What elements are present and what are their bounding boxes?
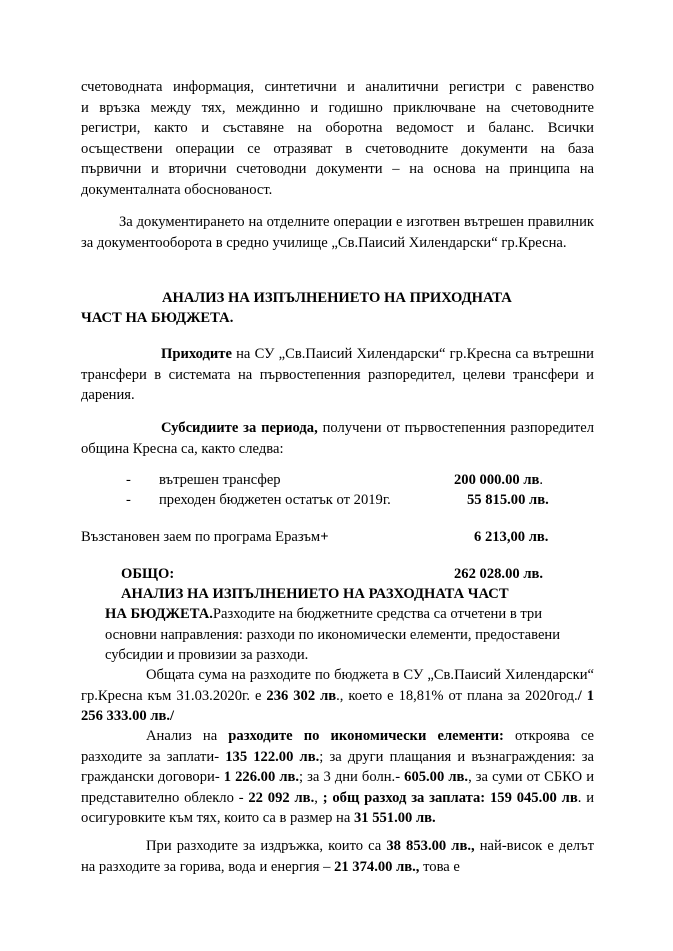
text-line: първични и вторични счетоводни документи – на основа на принципа на (81, 161, 594, 177)
total-amount: 262 028.00 лв. (454, 566, 544, 582)
text-line: осъществени операции се отразяват в счетоводните документи на база (81, 140, 594, 157)
loan-amount: 6 213,00 лв. (474, 529, 549, 545)
revenue-term: Приходите (161, 346, 232, 362)
paragraph-economic-elements: Анализ на разходите по икономически елементи: откроява се разходите за заплати- 135 122.00 лв.; за други плащания и възнаграждения: за граждански договори- 1 226.00 лв.; за 3 дни болн.- 605.00 лв., за суми от СБКО и представително облекло - 22 092 лв., ; общ разход за заплата: 159 045.00 лв. и осигуровките към тях, които са в размер на 31 551.00 лв. (81, 728, 595, 826)
paragraph-documentation: За документирането на отделните операции е изготвен вътрешен правилник за документооборота в средно училище „Св.Паисий Хилендарски“ гр.Кресна. (81, 214, 594, 251)
item-internal-transfer (81, 470, 594, 490)
item-amount: 200 000.00 лв. (454, 472, 544, 488)
heading-revenue-line1: АНАЛИЗ НА ИЗПЪЛНЕНИЕТО НА ПРИХОДНАТА (162, 290, 512, 306)
item-amount: 55 815.00 лв. (467, 492, 549, 508)
paragraph-maintenance: При разходите за издръжка, които са 38 853.00 лв., най-висок е делът на разходите за горива, вода и енергия – 21 374.00 лв., това е (81, 838, 594, 875)
subsidies-term: Субсидиите за периода, (161, 420, 318, 436)
total-row (81, 564, 594, 584)
total-label: ОБЩО: (121, 566, 175, 582)
loan-row (81, 527, 594, 547)
text-line: документалната обоснованост. (81, 181, 273, 198)
heading-expense-line2: НА БЮДЖЕТА. (105, 606, 213, 622)
item-dash: - (126, 492, 131, 508)
paragraph-revenue (81, 344, 594, 406)
paragraph-subsidies (81, 418, 594, 459)
loan-label: Възстановен заем по програма Еразъм+ (81, 529, 329, 545)
item-dash: - (126, 472, 131, 488)
paragraph-total-expenses: Общата сума на разходите по бюджета в СУ „Св.Паисий Хилендарски“ гр.Кресна към 31.03.2020г. е 236 302 лв., което е 18,81% от плана за 2020год./ 1 256 333.00 лв./ (81, 667, 595, 724)
paragraph-accounting (81, 77, 594, 200)
text-line: и връзка между тях, междинно и годишно приключване на счетоводните (81, 99, 594, 116)
item-carryover (81, 490, 594, 510)
item-label: вътрешен трансфер (159, 472, 281, 488)
text-line: счетоводната информация, синтетични и аналитични регистри с равенство (81, 79, 594, 95)
paragraph-expense-intro (105, 604, 594, 666)
revenue-text: на СУ „Св.Паисий Хилендарски“ гр.Кресна са вътрешни трансфери в системата на първостепенния разпоредител, целеви трансфери и дарения. (81, 346, 594, 403)
subsidies-text: получени от първостепенния разпоредител община Кресна са, както следва: (81, 420, 594, 457)
item-label: преходен бюджетен остатък от 2019г. (159, 492, 391, 508)
heading-expense-line1: АНАЛИЗ НА ИЗПЪЛНЕНИЕТО НА РАЗХОДНАТА ЧАСТ (121, 586, 509, 602)
text-line: субсидии и провизии за разходи. (105, 647, 309, 663)
text-line: регистри, както и съставяне на оборотна ведомост и баланс. Всички (81, 120, 594, 136)
text-line: основни направления: разходи по икономически елементи, предоставени (105, 626, 561, 643)
text-line: Разходите на бюджетните средства са отчетени в три (212, 606, 543, 622)
heading-revenue-line2: ЧАСТ НА БЮДЖЕТА. (81, 310, 234, 326)
